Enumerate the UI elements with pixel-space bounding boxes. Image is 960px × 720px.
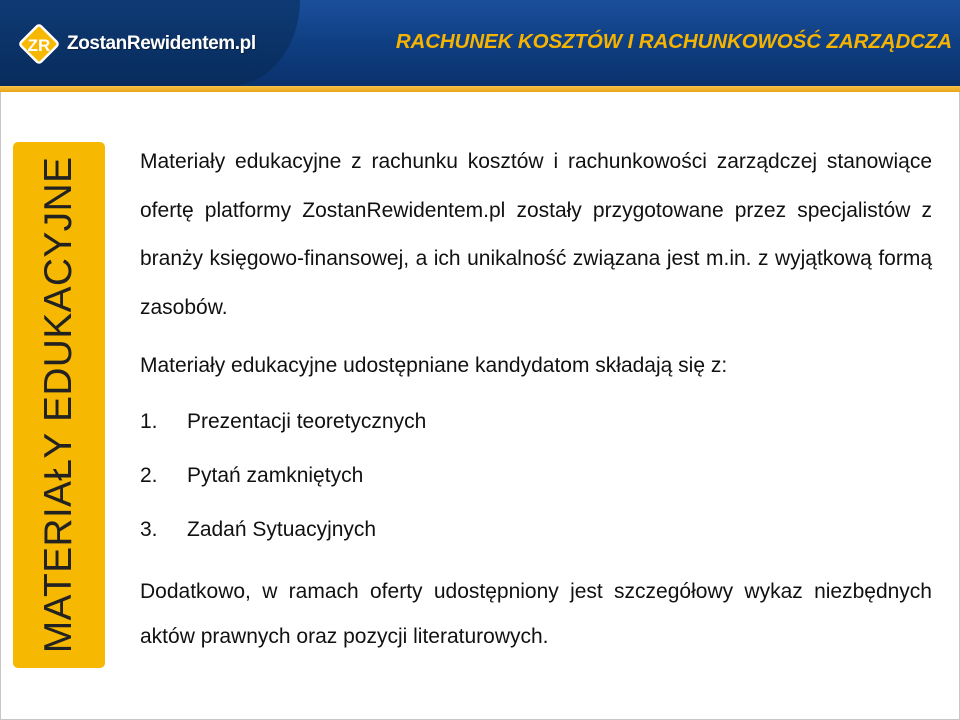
main-content xyxy=(140,138,932,659)
list-item xyxy=(140,395,932,449)
intro-paragraph: Materiały edukacyjne z rachunku kosztów i rachunkowości zarządczej stanowiące ofertę platformy ZostanRewidentem.pl zostały przygotowane przez specjalistów z branży księgowo-finansowej, a ich unikalność związana jest m.in. z wyjątkową formą zasobów. xyxy=(140,150,932,319)
closing-paragraph: Dodatkowo, w ramach oferty udostępniony jest szczegółowy wykaz niezbędnych aktów prawnych oraz pozycji literaturowych. xyxy=(140,580,932,648)
logo-text: ZostanRewidentem.pl xyxy=(67,33,256,54)
logo-badge-icon xyxy=(17,22,61,66)
sidebar-label-box xyxy=(13,142,105,668)
list-item-number: 2. xyxy=(140,464,158,487)
logo-badge-text: ZR xyxy=(27,36,51,55)
materials-list xyxy=(140,395,932,557)
list-item-text: Prezentacji teoretycznych xyxy=(187,410,427,433)
site-logo[interactable] xyxy=(17,22,256,66)
sidebar-label: MATERIAŁY EDUKACYJNE xyxy=(37,156,80,654)
header-bar xyxy=(0,0,960,86)
list-item xyxy=(140,503,932,557)
list-item xyxy=(140,449,932,503)
list-item-number: 1. xyxy=(140,410,158,433)
page-title: RACHUNEK KOSZTÓW I RACHUNKOWOŚĆ ZARZĄDCZA xyxy=(395,30,952,53)
list-item-number: 3. xyxy=(140,518,158,541)
list-item-text: Zadań Sytuacyjnych xyxy=(187,518,377,541)
list-item-text: Pytań zamkniętych xyxy=(187,464,364,487)
list-intro: Materiały edukacyjne udostępniane kandydatom składają się z: xyxy=(140,354,728,377)
